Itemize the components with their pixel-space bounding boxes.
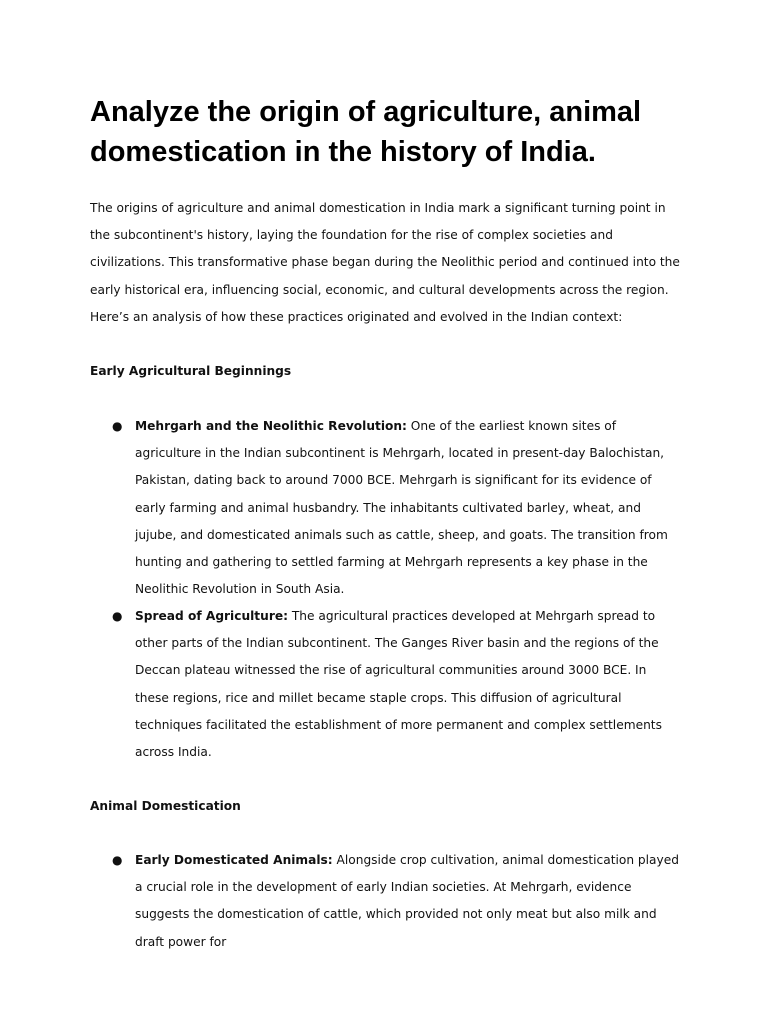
list-item-mehrgarh bbox=[90, 413, 690, 597]
list-item-lead: Early Domesticated Animals: bbox=[135, 853, 333, 867]
section-heading-early-agriculture: Early Agricultural Beginnings bbox=[90, 364, 292, 378]
list-item-spread-of-agriculture bbox=[90, 603, 690, 760]
list-item-early-domesticated-animals bbox=[90, 847, 690, 949]
list-item-body: The agricultural practices developed at Mehrgarh spread to other parts of the Indian subcontinent. The Ganges River basin and the regions of the Deccan plateau witnessed the rise of agricultural communities around 3000 BCE. In these regions, rice and millet became staple crops. This diffusion of agricultural techniques facilitated the establishment of more permanent and complex settlements across India. bbox=[135, 609, 662, 760]
section-heading-animal-domestication: Animal Domestication bbox=[90, 799, 241, 813]
list-item-body: Alongside crop cultivation, animal domestication played a crucial role in the development of early Indian societies. At Mehrgarh, evidence suggests the domestication of cattle, which provided not only meat but also milk and draft power for bbox=[135, 853, 679, 949]
list-item-body: One of the earliest known sites of agriculture in the Indian subcontinent is Mehrgarh, located in present-day Balochistan, Pakistan, dating back to around 7000 BCE. Mehrgarh is significant for its evidence of early farming and animal husbandry. The inhabitants cultivated barley, wheat, and jujube, and domesticated animals such as cattle, sheep, and goats. The transition from hunting and gathering to settled farming at Mehrgarh represents a key phase in the Neolithic Revolution in South Asia. bbox=[135, 419, 668, 597]
list-item-lead: Spread of Agriculture: bbox=[135, 609, 288, 623]
bullet-icon: ● bbox=[112, 853, 123, 867]
list-item-text bbox=[135, 847, 683, 956]
list-item-text bbox=[135, 603, 683, 766]
list-item-lead: Mehrgarh and the Neolithic Revolution: bbox=[135, 419, 407, 433]
document-title: Analyze the origin of agriculture, animal domestication in the history of India. bbox=[90, 96, 642, 168]
list-item-text bbox=[135, 413, 683, 603]
intro-paragraph: The origins of agriculture and animal domestication in India mark a significant turning point in the subcontinent's history, laying the foundation for the rise of complex societies and civilizations. This transformative phase began during the Neolithic period and continued into the early historical era, influencing social, economic, and cultural developments across the region. Here’s an analysis of how these practices originated and evolved in the Indian context: bbox=[90, 201, 680, 324]
bullet-icon: ● bbox=[112, 609, 123, 623]
bullet-icon: ● bbox=[112, 419, 123, 433]
